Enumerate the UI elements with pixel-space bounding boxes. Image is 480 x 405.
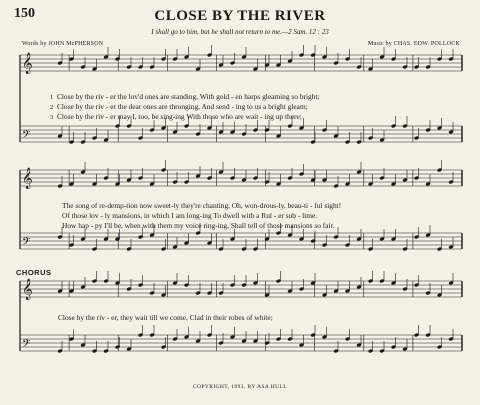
verse-line-6: How hap - py I'll be, when with them my voice ring-ing, Shall tell of those mansions so fair. (62, 221, 335, 230)
music-credit: Music by CHAS. EDW. POLLOCK (367, 41, 460, 47)
verse-block-1 (50, 92, 320, 122)
svg-text:𝄢: 𝄢 (22, 236, 31, 251)
page-number: 150 (14, 6, 35, 21)
hymn-title: CLOSE BY THE RIVER (154, 8, 326, 24)
svg-text:𝄞: 𝄞 (22, 279, 33, 300)
scripture-reference: I shall go to him, but he shall not return to me.—2 Sam. 12 : 23 (151, 28, 329, 36)
svg-text:𝄢: 𝄢 (22, 338, 31, 353)
words-credit: Words by JOHN McPHERSON (22, 41, 104, 47)
svg-text:𝄞: 𝄞 (22, 53, 33, 74)
verse-line-1: 1 Close by the riv - er the lov'd ones are standing, With gold - en harps gleaming so bright; (50, 92, 320, 101)
chorus-lyrics: Close by the riv - er, they wait till we come, Clad in their robes of white; (58, 313, 273, 322)
verse-line-3: 3 Close by the riv - er may I, too, be sing-ing With those who are wait - ing up there; (50, 112, 302, 121)
svg-text:𝄞: 𝄞 (22, 168, 33, 189)
copyright-notice: COPYRIGHT, 1893, BY ASA HULL (192, 384, 287, 390)
verse-block-2 (62, 201, 341, 231)
verse-line-5: Of those lov - ly mansions, in which I am long-ing To dwell with a Rul - er sub - lime. (62, 211, 318, 220)
verse-line-4: The song of re-demp-tion now sweet-ly they're chanting, Oh, won-drous-ly, beau-ti - ful sight! (62, 201, 342, 210)
chorus-label: CHORUS (16, 268, 52, 277)
svg-text:𝄢: 𝄢 (22, 129, 31, 144)
clef-signs (22, 53, 33, 353)
verse-line-2: 2 Close by the riv - er the dear ones are thronging, And send - ing to us a bright gleam; (50, 102, 308, 111)
